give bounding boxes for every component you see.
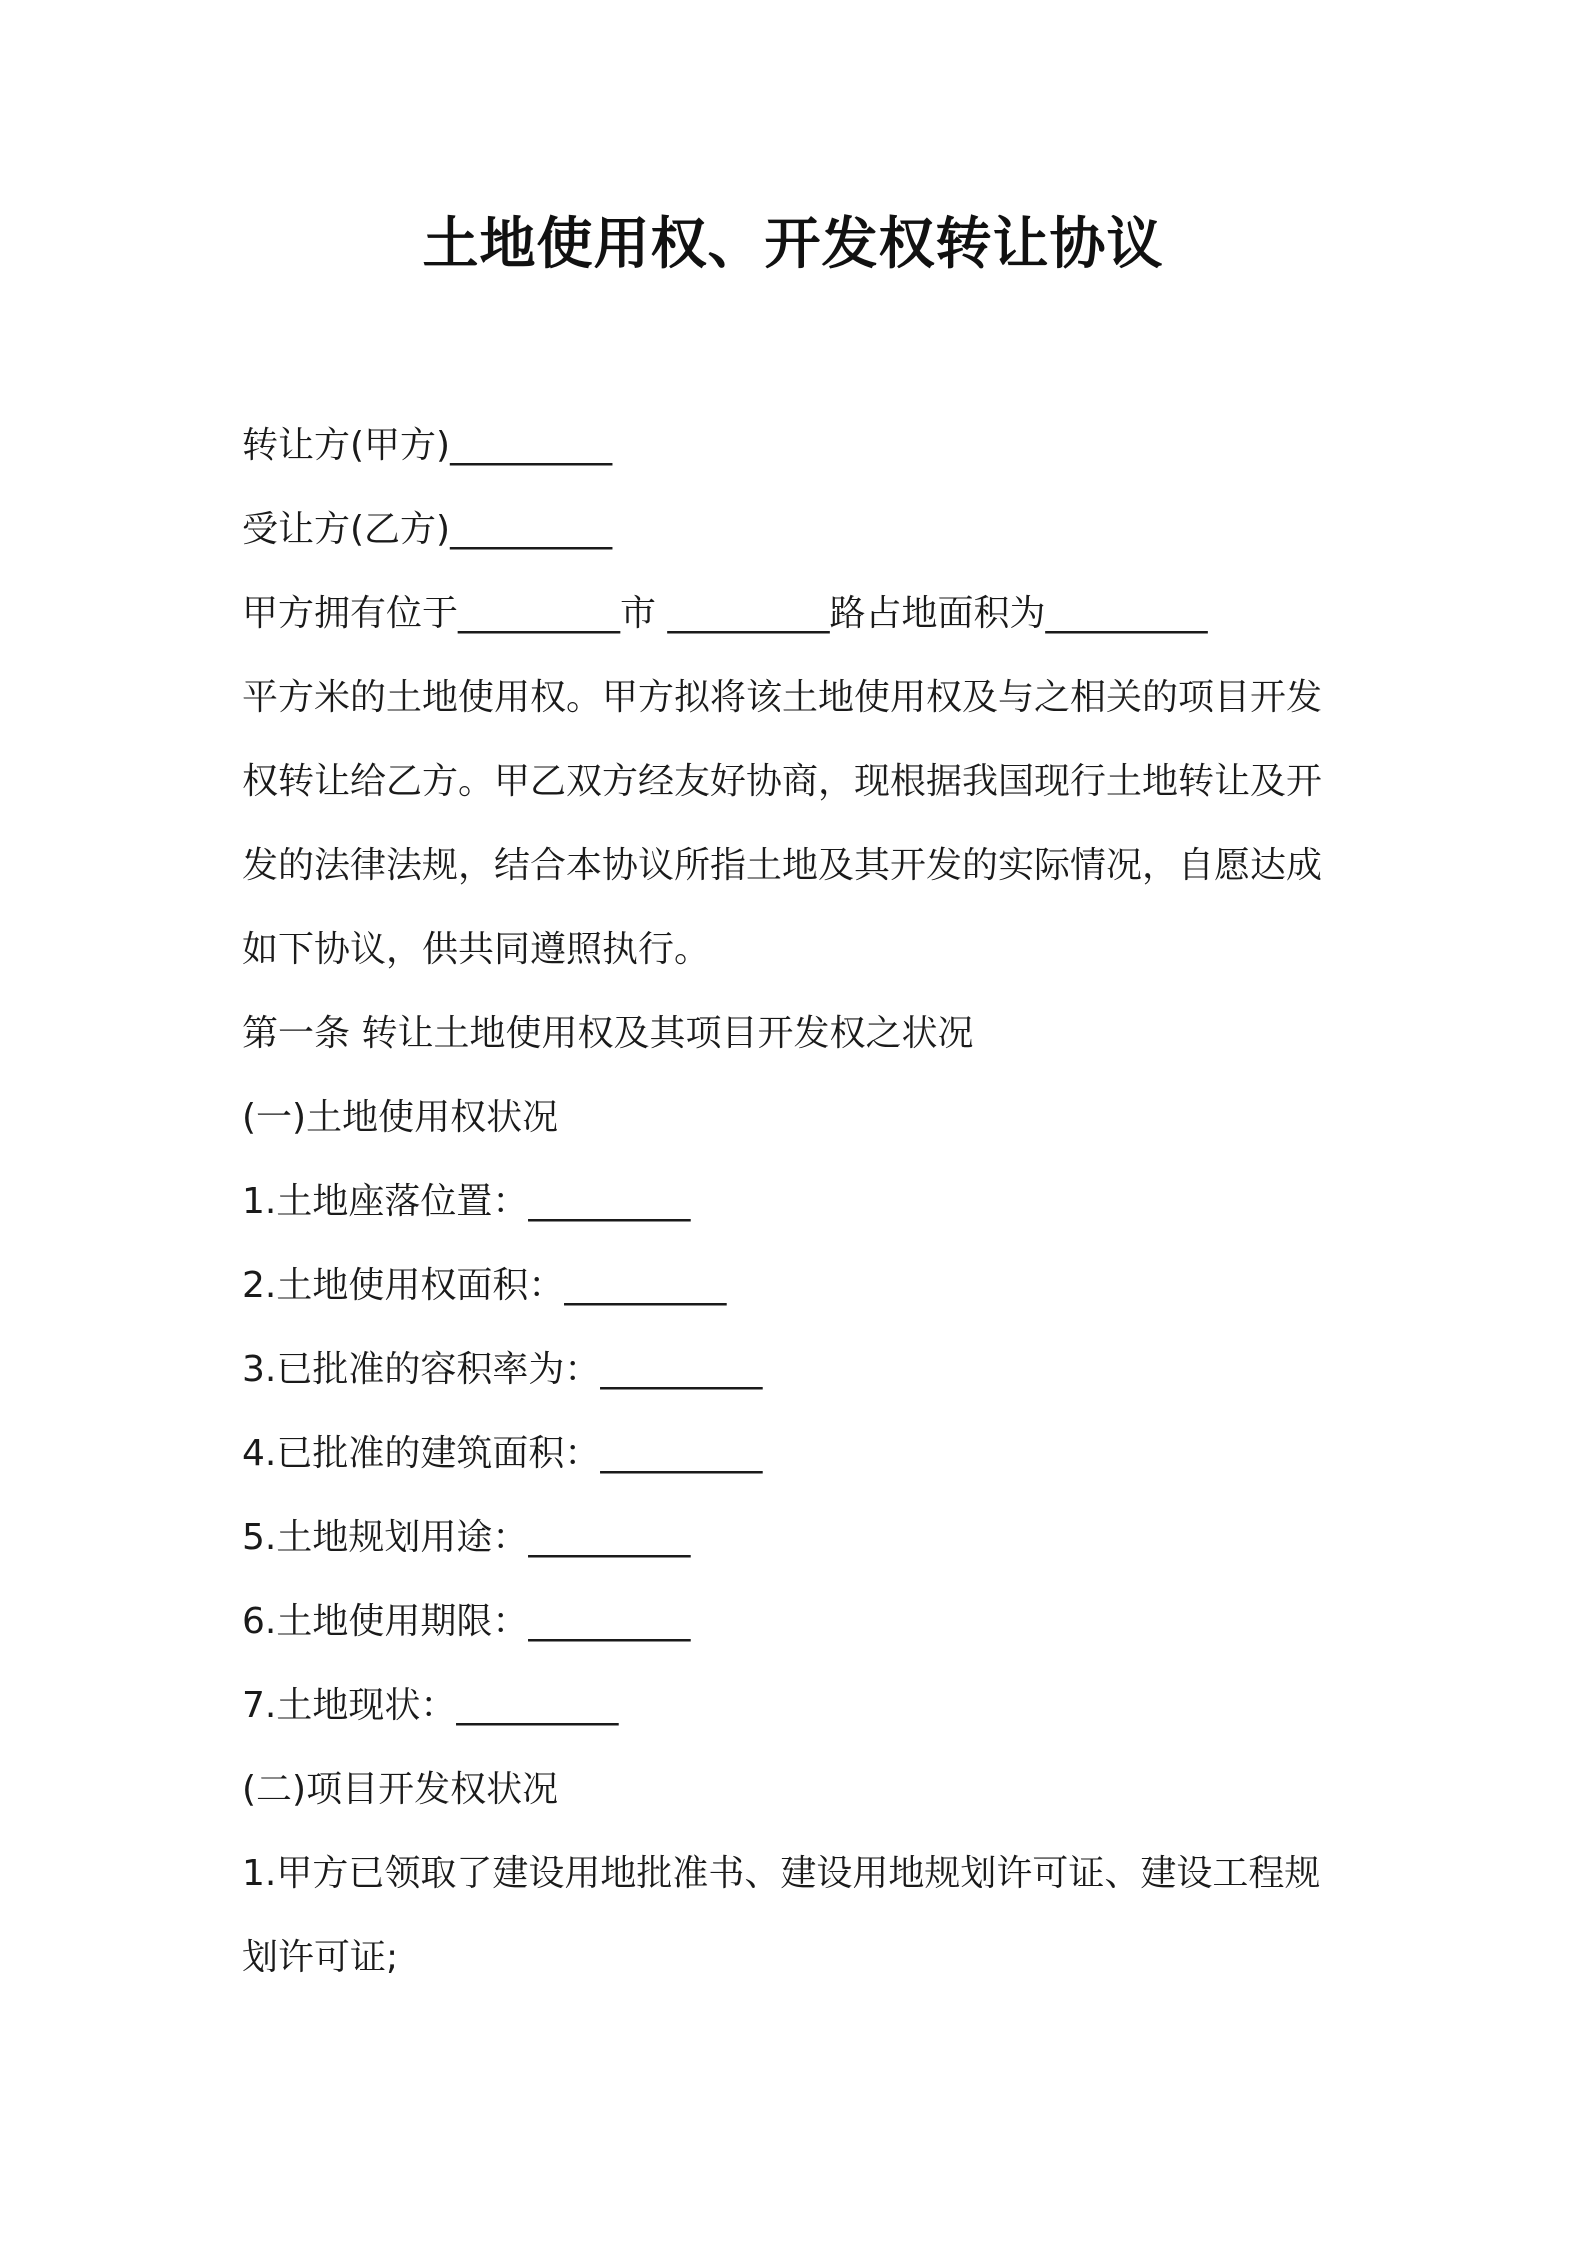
document-title: 土地使用权、开发权转让协议 [422,212,1164,277]
list-item: 1.甲方已领取了建设用地批准书、建设用地规划许可证、建设工程规 [242,1853,1321,1894]
list-item-continuation: 划许可证; [242,1937,399,1978]
paragraph-line: 发的法律法规，结合本协议所指土地及其开发的实际情况，自愿达成 [242,845,1323,886]
paragraph-line: 权转让给乙方。甲乙双方经友好协商，现根据我国现行土地转让及开 [242,761,1323,802]
list-item: 7.土地现状：_________ [242,1685,619,1726]
transferor-line: 转让方(甲方)_________ [242,425,613,466]
section-heading: (二)项目开发权状况 [242,1769,559,1810]
section-heading: (一)土地使用权状况 [242,1097,559,1138]
list-item: 2.土地使用权面积：_________ [242,1265,727,1306]
list-item: 4.已批准的建筑面积：_________ [242,1433,763,1474]
list-item: 5.土地规划用途：_________ [242,1517,691,1558]
article-heading: 第一条 转让土地使用权及其项目开发权之状况 [242,1013,974,1054]
list-item: 1.土地座落位置：_________ [242,1181,691,1222]
transferee-line: 受让方(乙方)_________ [242,509,613,550]
paragraph-line: 平方米的土地使用权。甲方拟将该土地使用权及与之相关的项目开发 [242,677,1323,718]
document-body [242,404,1360,2000]
paragraph-line: 甲方拥有位于_________市 _________路占地面积为_________ [242,593,1208,634]
list-item: 6.土地使用期限：_________ [242,1601,691,1642]
paragraph-line: 如下协议，供共同遵照执行。 [242,929,711,970]
list-item: 3.已批准的容积率为：_________ [242,1349,763,1390]
